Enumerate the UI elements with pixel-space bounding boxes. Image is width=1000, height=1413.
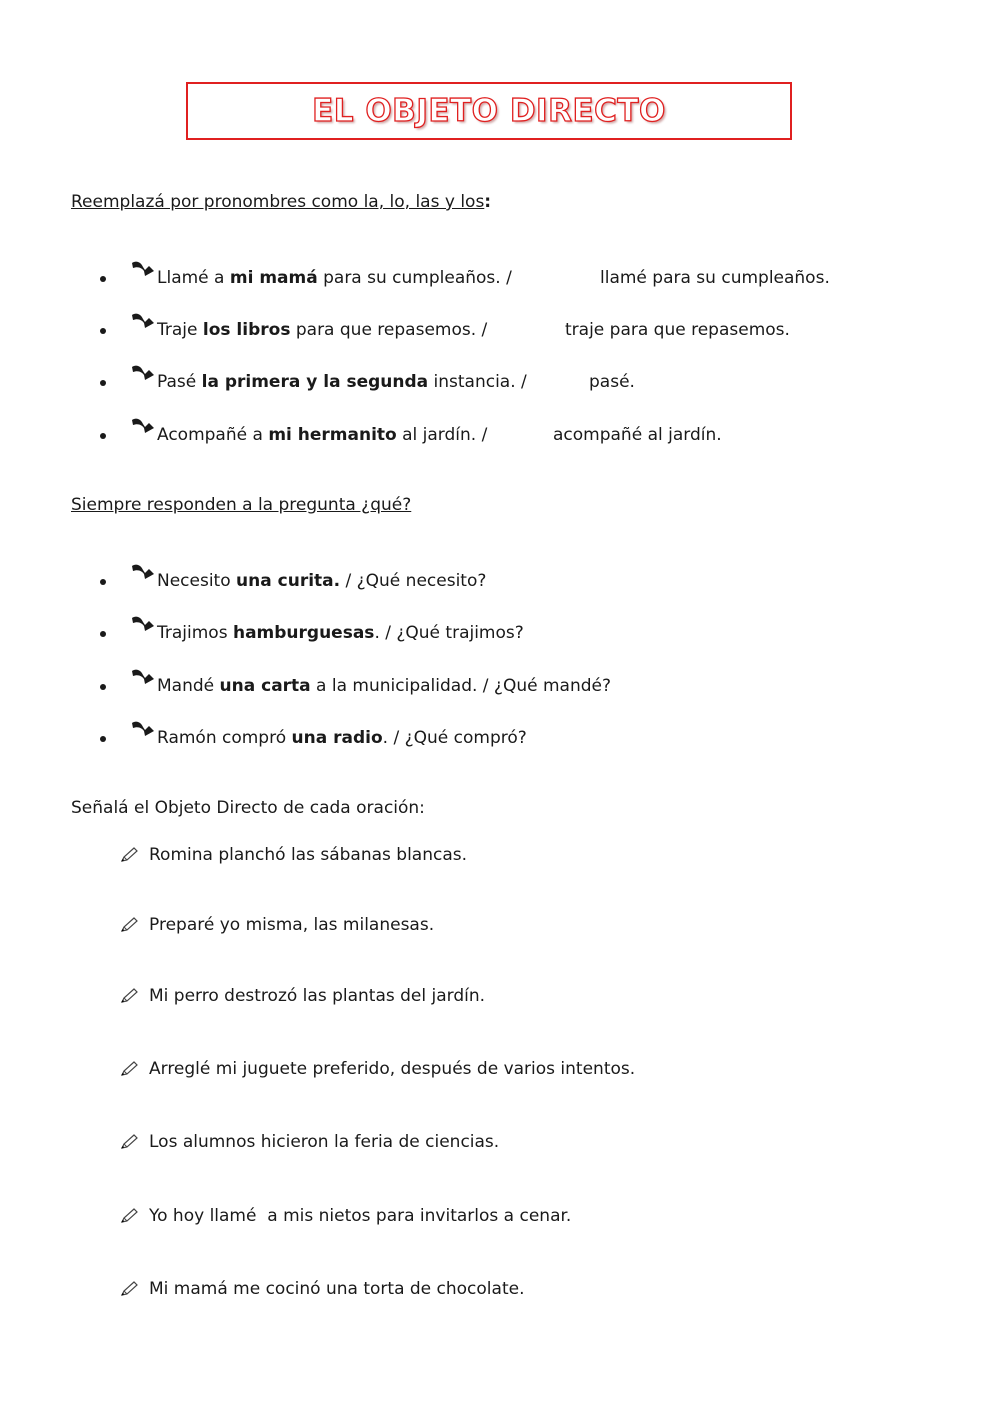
bullet-dot — [100, 631, 106, 637]
example-sentence: Mandé una carta a la municipalidad. / ¿Qué mandé? — [157, 676, 611, 696]
bullet-dot — [100, 328, 106, 334]
exercise-sentence: Pasé la primera y la segunda instancia. / — [157, 372, 527, 392]
pencil-icon — [120, 1281, 138, 1297]
exercise-sentence: Mi mamá me cocinó una torta de chocolate. — [149, 1279, 525, 1299]
hooked-arrow-icon — [130, 563, 156, 583]
section3-heading — [71, 797, 425, 819]
hooked-arrow-icon — [130, 260, 156, 280]
hooked-arrow-icon — [130, 720, 156, 740]
exercise-sentence: Acompañé a mi hermanito al jardín. / — [157, 425, 488, 445]
hooked-arrow-icon — [130, 417, 156, 437]
exercise-sentence: Llamé a mi mamá para su cumpleaños. / — [157, 268, 512, 288]
section2-heading — [71, 494, 411, 516]
exercise-answer: llamé para su cumpleaños. — [600, 268, 830, 288]
exercise-answer: traje para que repasemos. — [565, 320, 790, 340]
exercise-sentence: Traje los libros para que repasemos. / — [157, 320, 488, 340]
pencil-icon — [120, 1061, 138, 1077]
example-sentence: Ramón compró una radio. / ¿Qué compró? — [157, 728, 527, 748]
bullet-dot — [100, 579, 106, 585]
section1-heading-text: Reemplazá por pronombres como la, lo, las y los — [71, 192, 485, 212]
hooked-arrow-icon — [130, 312, 156, 332]
hooked-arrow-icon — [130, 364, 156, 384]
pencil-icon — [120, 847, 138, 863]
hooked-arrow-icon — [130, 668, 156, 688]
section1-heading-colon: : — [484, 192, 492, 212]
pencil-icon — [120, 988, 138, 1004]
bullet-dot — [100, 276, 106, 282]
bullet-dot — [100, 684, 106, 690]
exercise-sentence: Yo hoy llamé a mis nietos para invitarlos a cenar. — [149, 1206, 572, 1226]
exercise-answer: acompañé al jardín. — [553, 425, 722, 445]
exercise-sentence: Arreglé mi juguete preferido, después de varios intentos. — [149, 1059, 636, 1079]
example-sentence: Necesito una curita. / ¿Qué necesito? — [157, 571, 487, 591]
title-box — [186, 82, 792, 140]
hooked-arrow-icon — [130, 615, 156, 635]
bullet-dot — [100, 736, 106, 742]
exercise-answer: pasé. — [589, 372, 635, 392]
page-title: EL OBJETO DIRECTO — [312, 93, 666, 129]
section3-heading-text: Señalá el Objeto Directo de cada oración: — [71, 798, 425, 818]
exercise-sentence: Romina planchó las sábanas blancas. — [149, 845, 468, 865]
section2-heading-text: Siempre responden a la pregunta ¿qué? — [71, 495, 412, 515]
exercise-sentence: Los alumnos hicieron la feria de ciencias. — [149, 1132, 500, 1152]
section1-heading — [71, 191, 491, 213]
pencil-icon — [120, 1134, 138, 1150]
pencil-icon — [120, 1208, 138, 1224]
exercise-sentence: Preparé yo misma, las milanesas. — [149, 915, 435, 935]
bullet-dot — [100, 380, 106, 386]
bullet-dot — [100, 433, 106, 439]
pencil-icon — [120, 917, 138, 933]
example-sentence: Trajimos hamburguesas. / ¿Qué trajimos? — [157, 623, 524, 643]
exercise-sentence: Mi perro destrozó las plantas del jardín. — [149, 986, 486, 1006]
